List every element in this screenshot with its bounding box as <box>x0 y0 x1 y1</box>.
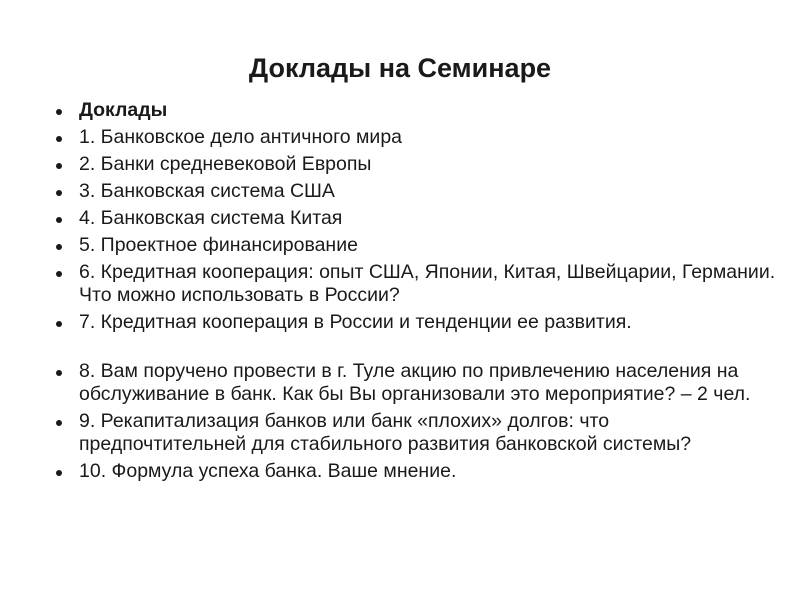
list-item-text: 10. Формула успеха банка. Ваше мнение. <box>79 460 457 482</box>
bullet-dot-icon <box>56 244 62 250</box>
list-item-text: 9. Рекапитализация банков или банк «плохих» долгов: что предпочтительней для стабильного развития банковской системы? <box>79 410 692 455</box>
bullet-dot-icon <box>56 190 62 196</box>
list-heading <box>56 99 776 122</box>
list-item <box>56 153 776 176</box>
list-item-text: 6. Кредитная кооперация: опыт США, Японии, Китая, Швейцарии, Германии. Что можно использовать в России? <box>79 261 776 306</box>
list-item <box>56 410 776 456</box>
list-item-text: Доклады <box>79 99 168 121</box>
list-item-text: 3. Банковская система США <box>79 180 335 202</box>
bullet-list <box>56 99 776 487</box>
list-item <box>56 311 776 334</box>
bullet-dot-icon <box>56 163 62 169</box>
list-item-text: 5. Проектное финансирование <box>79 234 358 256</box>
list-item <box>56 460 776 483</box>
list-item <box>56 207 776 230</box>
list-item <box>56 126 776 149</box>
bullet-dot-icon <box>56 370 62 376</box>
list-item-text: 8. Вам поручено провести в г. Туле акцию по привлечению населения на обслуживание в банк. Как бы Вы организовали это мероприятие? – 2 чел. <box>79 360 751 405</box>
list-item-text: 7. Кредитная кооперация в России и тенденции ее развития. <box>79 311 632 333</box>
list-item <box>56 180 776 203</box>
list-item-text: 1. Банковское дело античного мира <box>79 126 403 148</box>
bullet-dot-icon <box>56 136 62 142</box>
bullet-dot-icon <box>56 271 62 277</box>
bullet-dot-icon <box>56 470 62 476</box>
list-item-text: 4. Банковская система Китая <box>79 207 343 229</box>
list-item <box>56 261 776 307</box>
list-item <box>56 234 776 257</box>
slide-title: Доклады на Семинаре <box>248 53 552 84</box>
bullet-dot-icon <box>56 109 62 115</box>
bullet-dot-icon <box>56 217 62 223</box>
bullet-dot-icon <box>56 321 62 327</box>
list-item-text: 2. Банки средневековой Европы <box>79 153 372 175</box>
list-item <box>56 360 776 406</box>
bullet-dot-icon <box>56 420 62 426</box>
